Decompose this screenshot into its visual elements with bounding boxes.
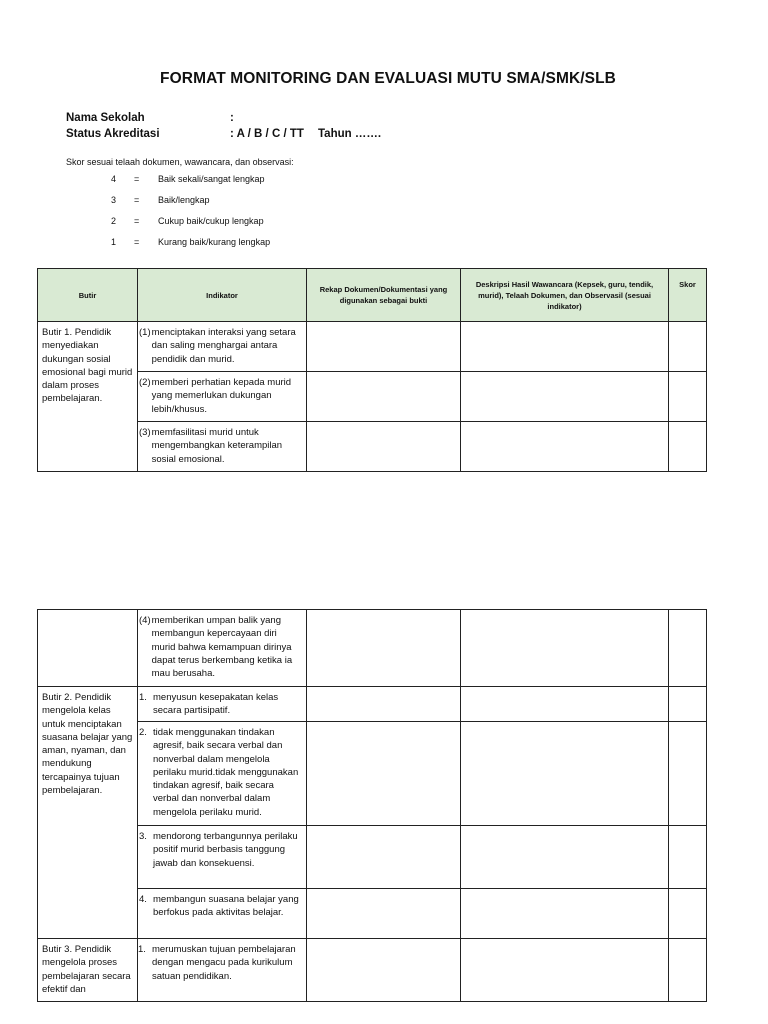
rekap-input-cell[interactable] <box>307 610 461 687</box>
indicator-text: tidak menggunakan tindakan agresif, baik secara verbal dan nonverbal dalam mengelola perilaku murid.tidak menggunakan tindakan agresif, baik secara verbal dan nonverbal dalam mengelola perilaku murid. <box>153 727 299 818</box>
indicator-text: menyusun kesepakatan kelas secara partisipatif. <box>153 692 279 717</box>
score-intro: Skor sesuai telaah dokumen, wawancara, dan observasi: <box>66 157 294 167</box>
legend-description: Baik sekali/sangat lengkap <box>158 174 265 184</box>
skor-input-cell[interactable] <box>669 610 707 687</box>
indicator-cell <box>138 826 307 889</box>
indicator-text: membangun suasana belajar yang berfokus pada aktivitas belajar. <box>153 894 299 919</box>
header-butir: Butir <box>38 269 138 322</box>
legend-description: Kurang baik/kurang lengkap <box>158 237 271 247</box>
legend-score: 2 <box>111 216 117 226</box>
legend-equals: = <box>134 216 140 226</box>
year-label: Tahun ……. <box>318 128 382 140</box>
indicator-number: (4) <box>139 615 151 626</box>
accreditation-label: Status Akreditasi <box>66 128 160 140</box>
indicator-number: (3) <box>139 427 151 438</box>
indicator-cell <box>138 422 307 472</box>
skor-input-cell[interactable] <box>669 422 707 472</box>
legend-score: 1 <box>111 237 117 247</box>
skor-input-cell[interactable] <box>669 826 707 889</box>
indicator-number: 4. <box>139 894 147 905</box>
legend-description: Baik/lengkap <box>158 195 210 205</box>
school-name-label: Nama Sekolah <box>66 112 145 124</box>
indicator-number: 1. <box>139 692 147 703</box>
rekap-input-cell[interactable] <box>307 322 461 372</box>
deskripsi-input-cell[interactable] <box>461 889 669 939</box>
legend-equals: = <box>134 237 140 247</box>
page-title: FORMAT MONITORING DAN EVALUASI MUTU SMA/SMK/SLB <box>160 70 616 87</box>
evaluation-table-part-2 <box>37 609 707 1002</box>
rekap-input-cell[interactable] <box>307 722 461 826</box>
header-deskripsi: Deskripsi Hasil Wawancara (Kepsek, guru, tendik, murid), Telaah Dokumen, dan Observasil (sesuai indikator) <box>461 269 669 322</box>
header-indikator: Indikator <box>138 269 307 322</box>
indicator-number: (1) <box>139 327 151 338</box>
skor-input-cell[interactable] <box>669 722 707 826</box>
butir-1-cell: Butir 1. Pendidik menyediakan dukungan sosial emosional bagi murid dalam proses pembelajaran. <box>38 322 138 472</box>
table-row <box>38 687 707 722</box>
indicator-text: merumuskan tujuan pembelajaran dengan mengacu pada kurikulum satuan pendidikan. <box>152 944 296 982</box>
table-row <box>38 722 707 826</box>
accreditation-value: : A / B / C / TT <box>230 128 304 140</box>
deskripsi-input-cell[interactable] <box>461 422 669 472</box>
header-skor: Skor <box>669 269 707 322</box>
legend-equals: = <box>134 174 140 184</box>
deskripsi-input-cell[interactable] <box>461 322 669 372</box>
legend-score: 3 <box>111 195 117 205</box>
indicator-cell <box>138 610 307 687</box>
rekap-input-cell[interactable] <box>307 372 461 422</box>
indicator-number: 3. <box>139 831 147 842</box>
skor-input-cell[interactable] <box>669 687 707 722</box>
table-row <box>38 372 707 422</box>
butir-continuation-cell <box>38 610 138 687</box>
rekap-input-cell[interactable] <box>307 422 461 472</box>
legend-equals: = <box>134 195 140 205</box>
evaluation-table-part-1 <box>37 268 707 472</box>
legend-description: Cukup baik/cukup lengkap <box>158 216 264 226</box>
butir-3-cell: Butir 3. Pendidik mengelola proses pembelajaran secara efektif dan <box>38 939 138 1002</box>
table-row <box>38 889 707 939</box>
indicator-cell <box>138 322 307 372</box>
deskripsi-input-cell[interactable] <box>461 687 669 722</box>
table-row <box>38 322 707 372</box>
indicator-number: 2. <box>139 727 147 738</box>
table-row <box>38 826 707 889</box>
skor-input-cell[interactable] <box>669 939 707 1002</box>
indicator-text: memberi perhatian kepada murid yang memerlukan dukungan lebih/khusus. <box>151 377 292 415</box>
rekap-input-cell[interactable] <box>307 687 461 722</box>
indicator-cell <box>138 687 307 722</box>
indicator-text: memberikan umpan balik yang membangun kepercayaan diri murid bahwa kemampuan dirinya dapat terus berkembang ketika ia mau berusaha. <box>151 615 293 680</box>
indicator-cell <box>138 939 307 1002</box>
rekap-input-cell[interactable] <box>307 939 461 1002</box>
table-row <box>38 610 707 687</box>
deskripsi-input-cell[interactable] <box>461 610 669 687</box>
deskripsi-input-cell[interactable] <box>461 722 669 826</box>
table-row <box>38 422 707 472</box>
school-name-value: : <box>230 112 234 124</box>
legend-score: 4 <box>111 174 117 184</box>
indicator-text: mendorong terbangunnya perilaku positif murid berbasis tanggung jawab dan konsekuensi. <box>153 831 298 869</box>
indicator-number: (2) <box>139 377 151 388</box>
butir-2-cell: Butir 2. Pendidik mengelola kelas untuk menciptakan suasana belajar yang aman, nyaman, dan mendukung tercapainya tujuan pembelajaran. <box>38 687 138 939</box>
header-rekap: Rekap Dokumen/Dokumentasi yang digunakan sebagai bukti <box>307 269 461 322</box>
table-row <box>38 939 707 1002</box>
deskripsi-input-cell[interactable] <box>461 826 669 889</box>
deskripsi-input-cell[interactable] <box>461 372 669 422</box>
skor-input-cell[interactable] <box>669 372 707 422</box>
rekap-input-cell[interactable] <box>307 826 461 889</box>
indicator-text: menciptakan interaksi yang setara dan saling menghargai antara pendidik dan murid. <box>151 327 296 365</box>
skor-input-cell[interactable] <box>669 322 707 372</box>
indicator-text: memfasilitasi murid untuk mengembangkan keterampilan sosial emosional. <box>151 427 283 465</box>
indicator-cell <box>138 722 307 826</box>
table-header-row <box>38 269 707 322</box>
rekap-input-cell[interactable] <box>307 889 461 939</box>
indicator-cell <box>138 372 307 422</box>
skor-input-cell[interactable] <box>669 889 707 939</box>
indicator-number: 1. <box>138 944 146 955</box>
deskripsi-input-cell[interactable] <box>461 939 669 1002</box>
indicator-cell <box>138 889 307 939</box>
